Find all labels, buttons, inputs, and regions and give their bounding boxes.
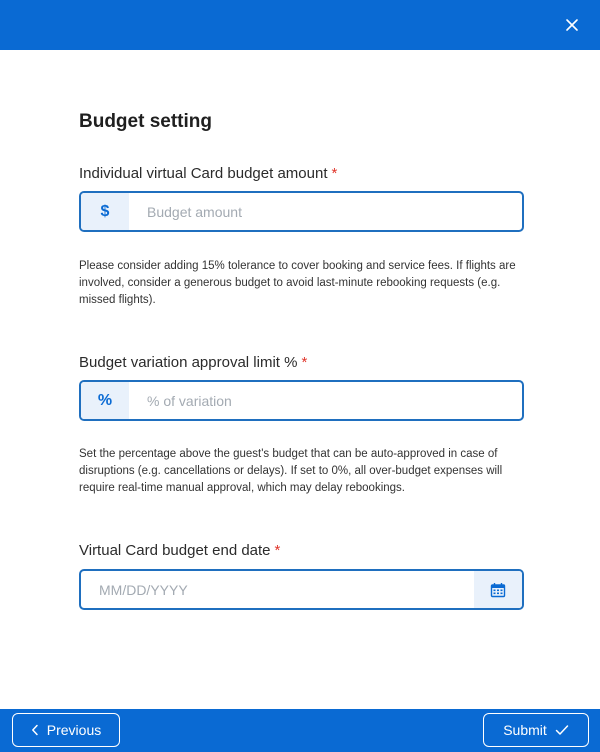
required-mark: * xyxy=(301,354,308,371)
modal-header-bar xyxy=(0,0,600,50)
percent-prefix: % xyxy=(81,382,129,419)
section-title: Budget setting xyxy=(79,111,212,132)
end-date-label xyxy=(79,542,280,559)
budget-amount-field xyxy=(79,191,524,232)
submit-button[interactable] xyxy=(483,713,589,747)
budget-amount-help: Please consider adding 15% tolerance to cover booking and service fees. If flights are involved, consider a generous budget to avoid last-minute rebooking requests (e.g. missed flights). xyxy=(79,260,516,306)
submit-button-label: Submit xyxy=(503,722,547,738)
variation-limit-help: Set the percentage above the guest's budget that can be auto-approved in case of disruptions (e.g. cancellations or delays). If set to 0%, all over-budget expenses will require real-time manual approval, which may delay rebookings. xyxy=(79,448,503,494)
variation-limit-label-text: Budget variation approval limit % xyxy=(79,354,298,371)
end-date-label-text: Virtual Card budget end date xyxy=(79,542,271,559)
calendar-icon xyxy=(490,582,506,598)
calendar-button[interactable] xyxy=(474,571,522,608)
variation-limit-label xyxy=(79,354,307,371)
checkmark-icon xyxy=(555,724,569,736)
previous-button[interactable] xyxy=(12,713,120,747)
budget-amount-label xyxy=(79,165,337,182)
end-date-field xyxy=(79,569,524,610)
currency-prefix: $ xyxy=(81,193,129,230)
budget-amount-label-text: Individual virtual Card budget amount xyxy=(79,165,328,182)
close-button[interactable] xyxy=(562,15,582,35)
modal-footer-bar xyxy=(0,709,600,752)
chevron-left-icon xyxy=(31,724,39,736)
variation-limit-input[interactable] xyxy=(147,382,517,419)
variation-limit-field xyxy=(79,380,524,421)
previous-button-label: Previous xyxy=(46,722,102,738)
close-icon xyxy=(562,15,582,35)
required-mark: * xyxy=(331,165,338,182)
budget-amount-input[interactable] xyxy=(147,193,517,230)
required-mark: * xyxy=(274,542,281,559)
end-date-input[interactable] xyxy=(99,571,469,608)
